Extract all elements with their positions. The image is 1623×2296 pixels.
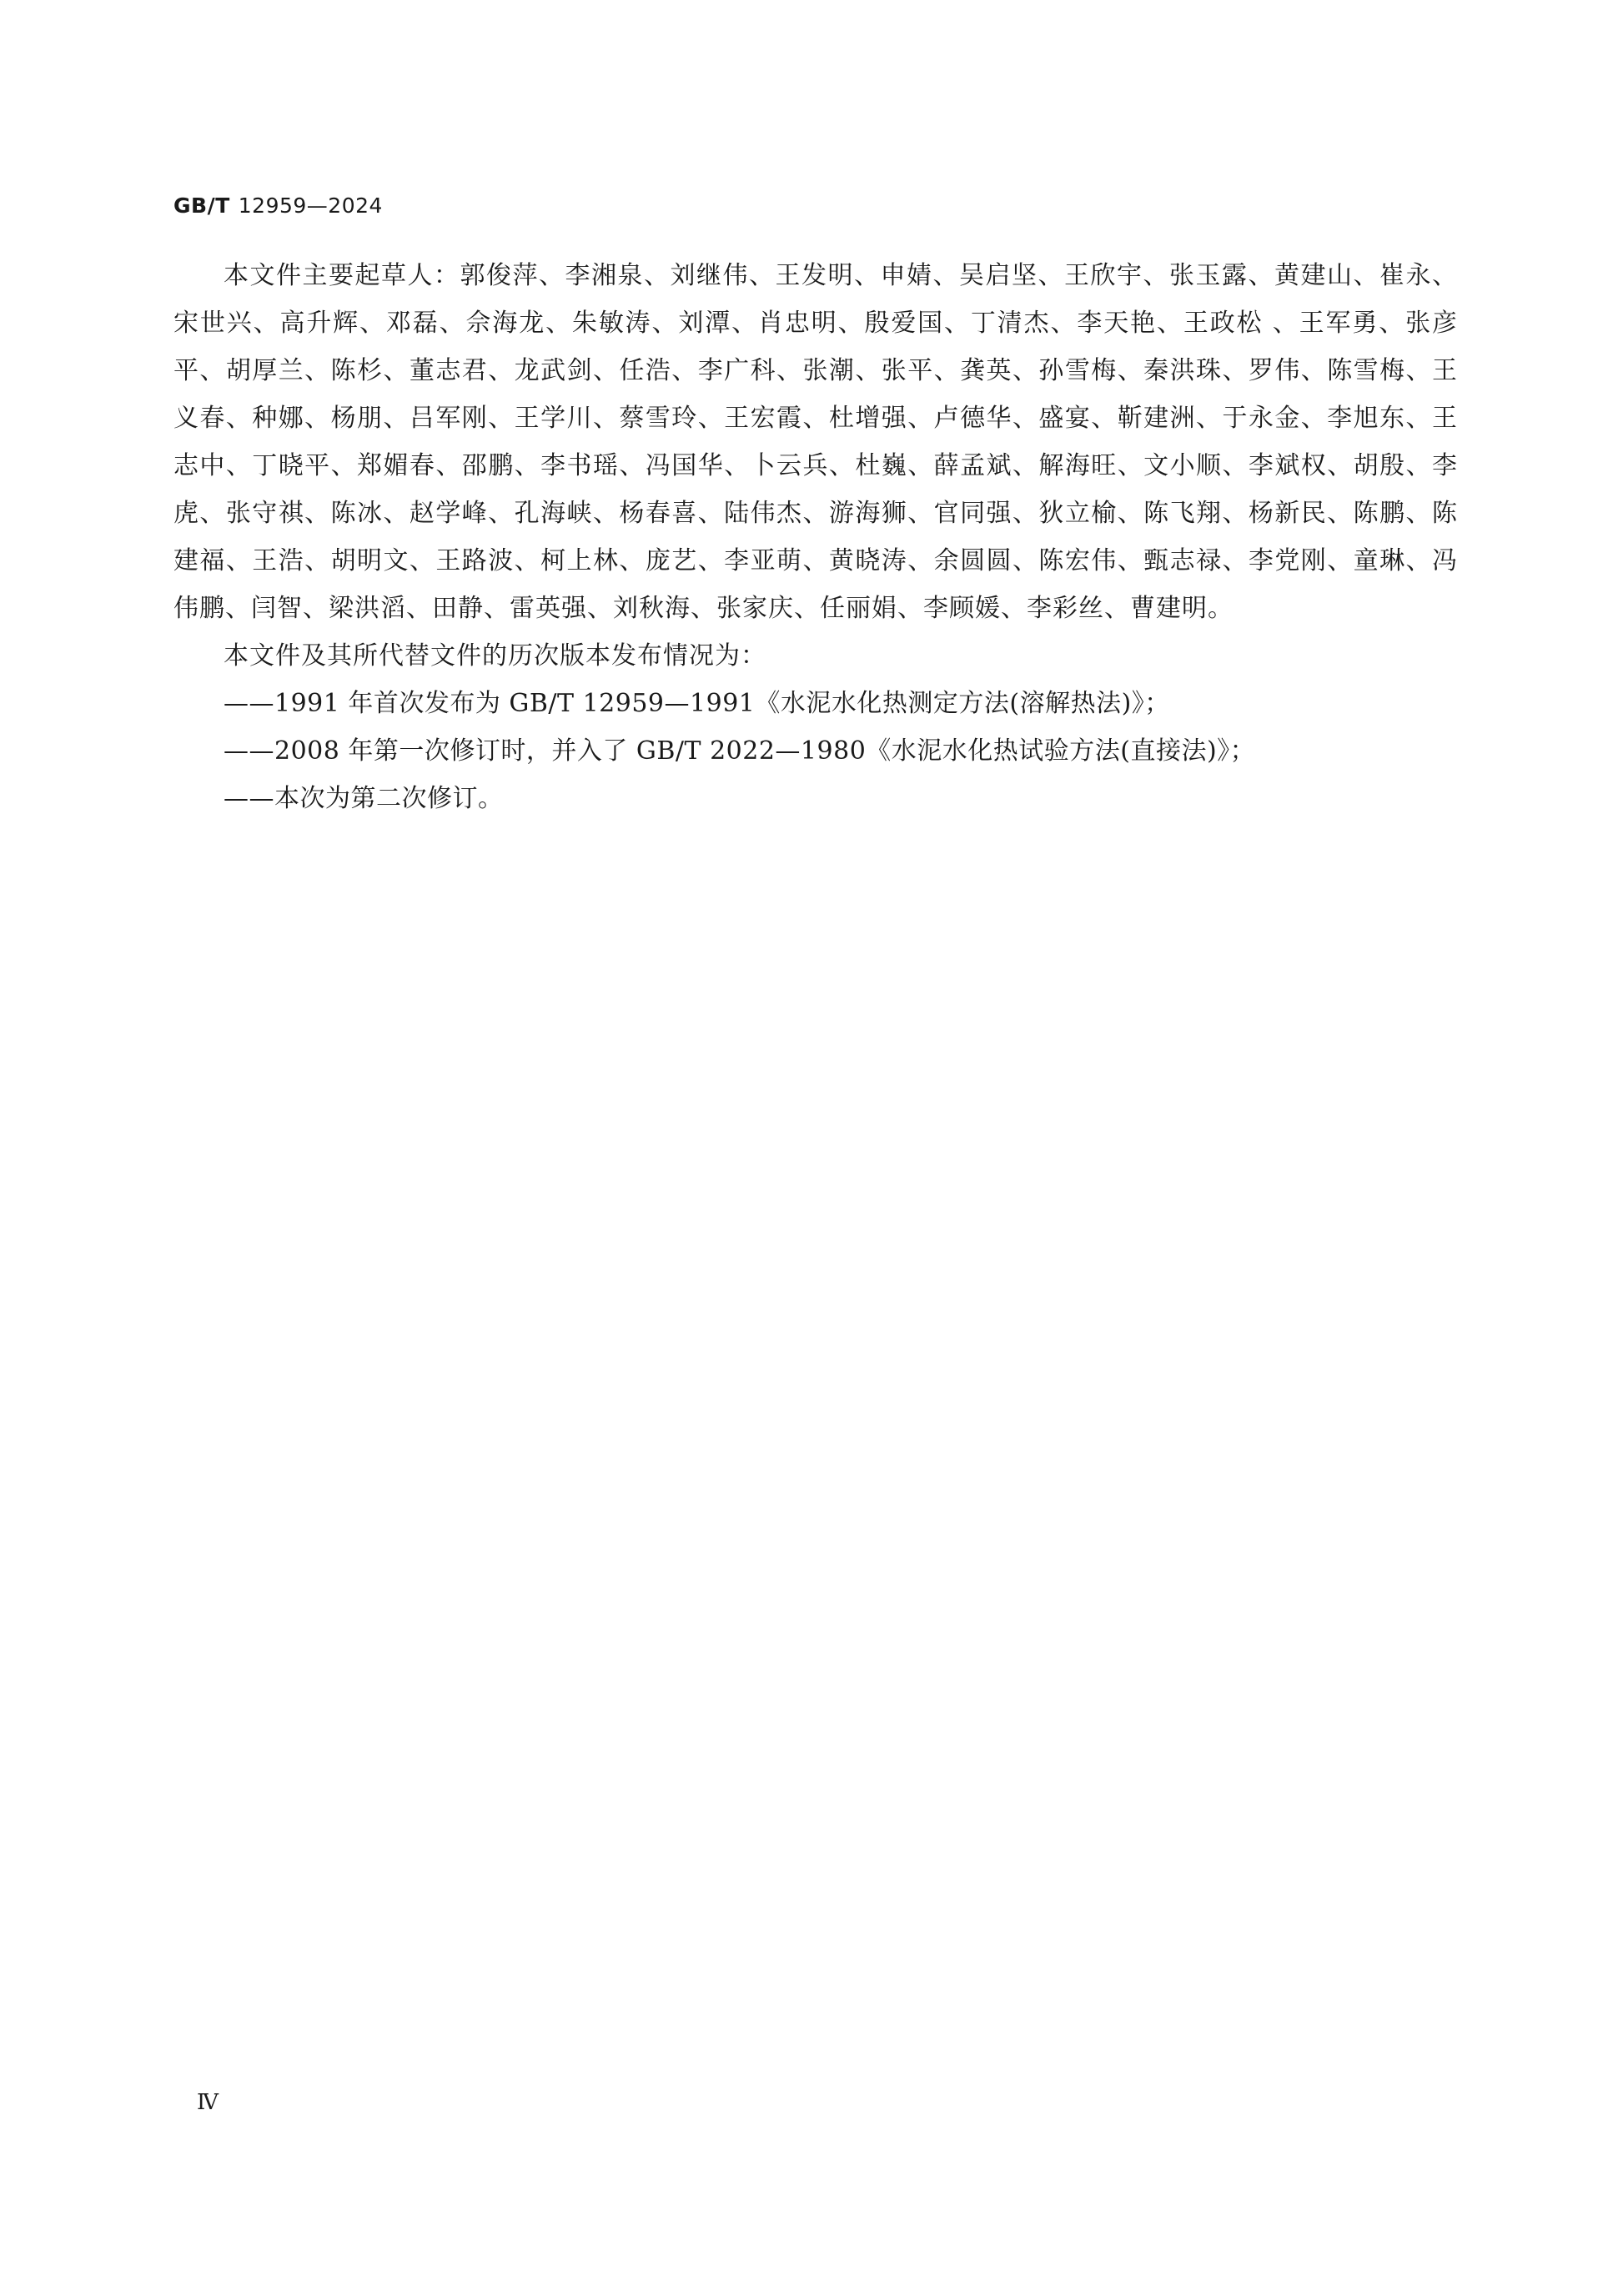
page-number: Ⅳ <box>197 2090 219 2115</box>
standard-prefix: GB/T <box>173 193 230 218</box>
history-item-1991: ——1991 年首次发布为 GB/T 12959—1991《水泥水化热测定方法(溶解热法)》； <box>224 689 1170 718</box>
standard-header <box>173 193 383 218</box>
history-item-current: ——本次为第二次修订。 <box>224 784 504 813</box>
history-item-2008: ——2008 年第一次修订时，并入了 GB/T 2022—1980《水泥水化热试验方法(直接法)》； <box>224 736 1256 766</box>
document-body <box>173 252 1458 822</box>
standard-number: 12959—2024 <box>238 193 383 218</box>
history-intro: 本文件及其所代替文件的历次版本发布情况为： <box>224 641 766 671</box>
drafters-paragraph: 本文件主要起草人：郭俊萍、李湘泉、刘继伟、王发明、申婧、吴启坚、王欣宇、张玉露、黄建山、崔永、宋世兴、高升辉、邓磊、佘海龙、朱敏涛、刘潭、肖忠明、殷爱国、丁清杰、李天艳、王政松 、王军勇、张彦平、胡厚兰、陈杉、董志君、龙武剑、任浩、李广科、张潮、张平、龚英、孙雪梅、秦洪珠、罗伟、陈雪梅、王义春、种娜、杨朋、吕军刚、王学川、蔡雪玲、王宏霞、杜增强、卢德华、盛宴、靳建洲、于永金、李旭东、王志中、丁晓平、郑媚春、邵鹏、李书瑶、冯国华、卜云兵、杜巍、薛孟斌、解海旺、文小顺、李斌权、胡殷、李虎、张守祺、陈冰、赵学峰、孔海峡、杨春喜、陆伟杰、游海狮、官同强、狄立榆、陈飞翔、杨新民、陈鹏、陈建福、王浩、胡明文、王路波、柯上林、庞艺、李亚萌、黄晓涛、余圆圆、陈宏伟、甄志禄、李党刚、童琳、冯伟鹏、闫智、梁洪滔、田静、雷英强、刘秋海、张家庆、任丽娟、李顾媛、李彩丝、曹建明。 <box>173 261 1458 623</box>
